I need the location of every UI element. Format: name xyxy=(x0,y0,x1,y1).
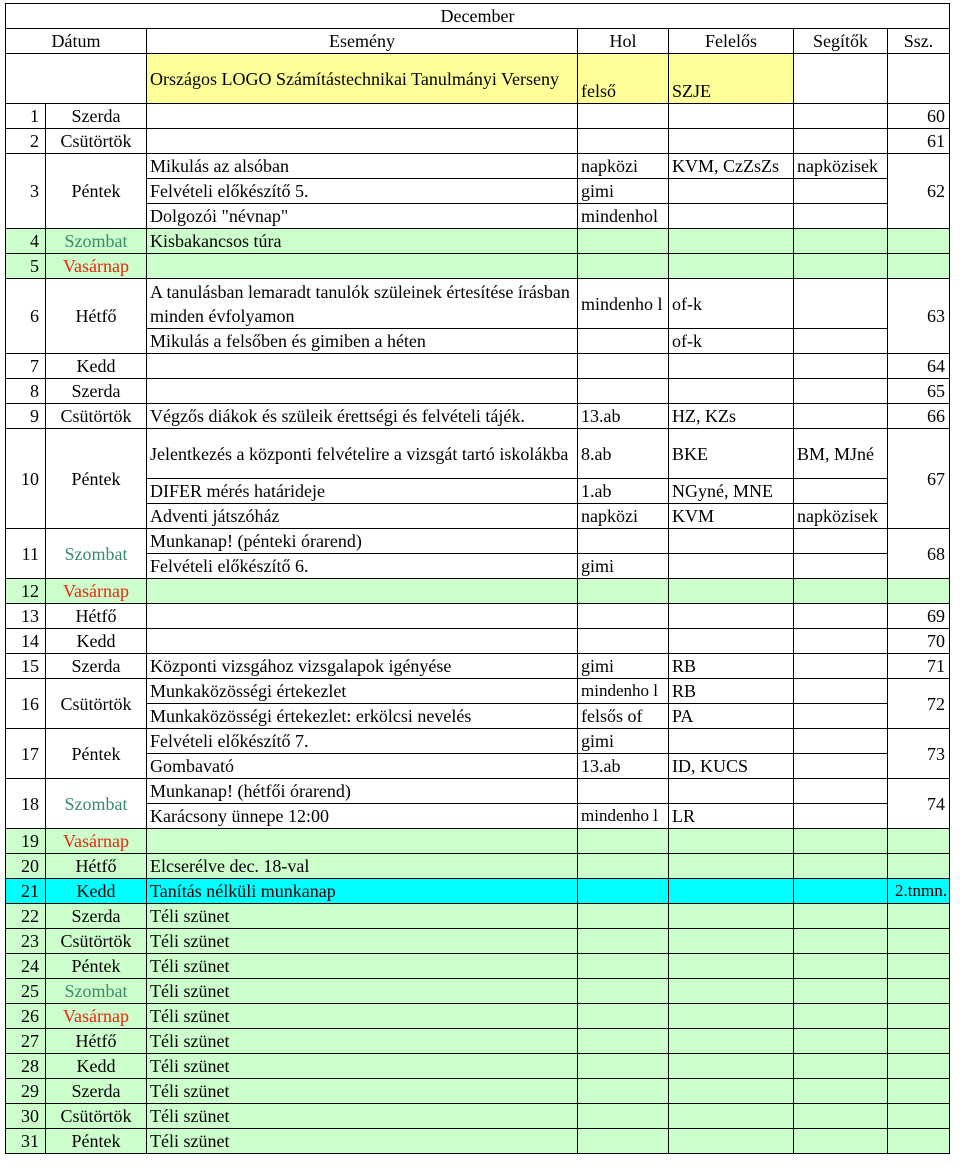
day-name: Hétfő xyxy=(46,854,147,879)
event: Téli szünet xyxy=(147,1079,578,1104)
day-name: Péntek xyxy=(46,429,147,529)
day-row xyxy=(6,1104,950,1129)
day-number: 8 xyxy=(6,379,46,404)
intro-row xyxy=(6,54,950,104)
day-row xyxy=(6,254,950,279)
event: Adventi játszóház xyxy=(147,504,578,529)
seq-number: 64 xyxy=(888,354,950,379)
day-row xyxy=(6,529,950,554)
seq-number: 63 xyxy=(888,279,950,354)
day-name: Vasárnap xyxy=(46,1004,147,1029)
event: Mikulás a felsőben és gimiben a héten xyxy=(147,329,578,354)
responsible: KVM, CzZsZs xyxy=(669,154,794,179)
responsible: of-k xyxy=(669,279,794,329)
day-name: Szerda xyxy=(46,379,147,404)
day-number: 17 xyxy=(6,729,46,779)
day-row-extra xyxy=(6,804,950,829)
event: Téli szünet xyxy=(147,1029,578,1054)
event: A tanulásban lemaradt tanulók szüleinek értesítése írásban minden évfolyamon xyxy=(147,279,578,329)
event: Munkanap! (hétfői órarend) xyxy=(147,779,578,804)
day-name: Csütörtök xyxy=(46,1104,147,1129)
day-name: Szombat xyxy=(46,979,147,1004)
seq-number: 2.tnmn. xyxy=(888,879,950,904)
day-name: Vasárnap xyxy=(46,579,147,604)
day-row-extra xyxy=(6,329,950,354)
day-row xyxy=(6,579,950,604)
day-name: Csütörtök xyxy=(46,929,147,954)
day-name: Szombat xyxy=(46,229,147,254)
day-row xyxy=(6,429,950,479)
event: Mikulás az alsóban xyxy=(147,154,578,179)
seq-number: 73 xyxy=(888,729,950,779)
day-row xyxy=(6,379,950,404)
seq-number: 68 xyxy=(888,529,950,579)
intro-event: Országos LOGO Számítástechnikai Tanulmányi Verseny xyxy=(147,54,578,104)
day-number: 13 xyxy=(6,604,46,629)
day-name: Szerda xyxy=(46,654,147,679)
event: Téli szünet xyxy=(147,1104,578,1129)
helpers: napközisek xyxy=(794,504,888,529)
seq-number: 61 xyxy=(888,129,950,154)
event: Téli szünet xyxy=(147,929,578,954)
day-row xyxy=(6,829,950,854)
day-row xyxy=(6,854,950,879)
day-name: Szerda xyxy=(46,904,147,929)
day-name: Hétfő xyxy=(46,279,147,354)
seq-number: 70 xyxy=(888,629,950,654)
event: Téli szünet xyxy=(147,1129,578,1154)
event: Karácsony ünnepe 12:00 xyxy=(147,804,578,829)
seq-number: 72 xyxy=(888,679,950,729)
responsible: KVM xyxy=(669,504,794,529)
day-number: 19 xyxy=(6,829,46,854)
day-number: 12 xyxy=(6,579,46,604)
event: Munkaközösségi értekezlet: erkölcsi nevelés xyxy=(147,704,578,729)
day-number: 20 xyxy=(6,854,46,879)
day-row xyxy=(6,1129,950,1154)
place: 1.ab xyxy=(578,479,669,504)
day-number: 6 xyxy=(6,279,46,354)
day-row xyxy=(6,954,950,979)
header-helpers: Segítők xyxy=(794,29,888,54)
seq-number: 60 xyxy=(888,104,950,129)
day-number: 5 xyxy=(6,254,46,279)
helpers: BM, MJné xyxy=(794,429,888,479)
seq-number: 62 xyxy=(888,154,950,229)
day-number: 11 xyxy=(6,529,46,579)
day-row xyxy=(6,129,950,154)
day-row xyxy=(6,879,950,904)
responsible: HZ, KZs xyxy=(669,404,794,429)
seq-number: 74 xyxy=(888,779,950,829)
event: Központi vizsgához vizsgalapok igényése xyxy=(147,654,578,679)
seq-number: 66 xyxy=(888,404,950,429)
day-number: 16 xyxy=(6,679,46,729)
header-seq: Ssz. xyxy=(888,29,950,54)
day-name: Péntek xyxy=(46,154,147,229)
day-number: 2 xyxy=(6,129,46,154)
event: Felvételi előkészítő 6. xyxy=(147,554,578,579)
day-number: 14 xyxy=(6,629,46,654)
day-row xyxy=(6,979,950,1004)
day-number: 23 xyxy=(6,929,46,954)
header-responsible: Felelős xyxy=(669,29,794,54)
place: mindenho l xyxy=(578,679,669,704)
day-name: Kedd xyxy=(46,879,147,904)
header-event: Esemény xyxy=(147,29,578,54)
day-number: 1 xyxy=(6,104,46,129)
day-name: Szerda xyxy=(46,1079,147,1104)
day-number: 24 xyxy=(6,954,46,979)
intro-place: felső xyxy=(578,54,669,104)
responsible: NGyné, MNE xyxy=(669,479,794,504)
event: Munkanap! (pénteki órarend) xyxy=(147,529,578,554)
day-row xyxy=(6,1029,950,1054)
day-row xyxy=(6,604,950,629)
day-name: Hétfő xyxy=(46,604,147,629)
event: Gombavató xyxy=(147,754,578,779)
day-number: 28 xyxy=(6,1054,46,1079)
day-number: 27 xyxy=(6,1029,46,1054)
day-row-extra xyxy=(6,204,950,229)
day-row xyxy=(6,404,950,429)
event: Tanítás nélküli munkanap xyxy=(147,879,578,904)
place: gimi xyxy=(578,654,669,679)
day-number: 4 xyxy=(6,229,46,254)
event: Téli szünet xyxy=(147,1004,578,1029)
place: gimi xyxy=(578,179,669,204)
day-name: Péntek xyxy=(46,1129,147,1154)
header-row xyxy=(6,29,950,54)
seq-number: 69 xyxy=(888,604,950,629)
day-name: Szombat xyxy=(46,529,147,579)
place: gimi xyxy=(578,554,669,579)
day-row-extra xyxy=(6,704,950,729)
day-name: Kedd xyxy=(46,354,147,379)
event: Jelentkezés a központi felvételire a vizsgát tartó iskolákba xyxy=(147,429,578,479)
day-row xyxy=(6,154,950,179)
day-number: 15 xyxy=(6,654,46,679)
day-row-extra xyxy=(6,479,950,504)
day-row xyxy=(6,904,950,929)
day-row xyxy=(6,679,950,704)
day-name: Vasárnap xyxy=(46,254,147,279)
month-title: December xyxy=(6,4,950,29)
event: Munkaközösségi értekezlet xyxy=(147,679,578,704)
responsible: RB xyxy=(669,679,794,704)
day-number: 21 xyxy=(6,879,46,904)
day-row-extra xyxy=(6,179,950,204)
december-schedule-table xyxy=(5,3,950,1154)
responsible: BKE xyxy=(669,429,794,479)
day-name: Kedd xyxy=(46,629,147,654)
day-name: Csütörtök xyxy=(46,129,147,154)
day-number: 10 xyxy=(6,429,46,529)
helpers: napközisek xyxy=(794,154,888,179)
header-date: Dátum xyxy=(6,29,147,54)
day-row xyxy=(6,104,950,129)
day-name: Vasárnap xyxy=(46,829,147,854)
seq-number: 67 xyxy=(888,429,950,529)
day-row xyxy=(6,354,950,379)
day-number: 9 xyxy=(6,404,46,429)
day-number: 22 xyxy=(6,904,46,929)
day-name: Csütörtök xyxy=(46,679,147,729)
day-number: 18 xyxy=(6,779,46,829)
day-row xyxy=(6,279,950,329)
seq-number: 65 xyxy=(888,379,950,404)
day-name: Péntek xyxy=(46,729,147,779)
day-name: Szombat xyxy=(46,779,147,829)
day-name: Csütörtök xyxy=(46,404,147,429)
day-number: 31 xyxy=(6,1129,46,1154)
place: 13.ab xyxy=(578,404,669,429)
day-number: 25 xyxy=(6,979,46,1004)
event: Felvételi előkészítő 5. xyxy=(147,179,578,204)
event: Téli szünet xyxy=(147,904,578,929)
place: gimi xyxy=(578,729,669,754)
place: mindenho l xyxy=(578,279,669,329)
day-name: Péntek xyxy=(46,954,147,979)
day-row xyxy=(6,1079,950,1104)
day-row xyxy=(6,1054,950,1079)
event: Elcserélve dec. 18-val xyxy=(147,854,578,879)
responsible: of-k xyxy=(669,329,794,354)
header-place: Hol xyxy=(578,29,669,54)
event: Kisbakancsos túra xyxy=(147,229,578,254)
day-row xyxy=(6,629,950,654)
day-row xyxy=(6,654,950,679)
day-number: 29 xyxy=(6,1079,46,1104)
place: mindenhol xyxy=(578,204,669,229)
day-number: 30 xyxy=(6,1104,46,1129)
intro-responsible: SZJE xyxy=(669,54,794,104)
responsible: RB xyxy=(669,654,794,679)
title-row xyxy=(6,4,950,29)
responsible: ID, KUCS xyxy=(669,754,794,779)
day-name: Hétfő xyxy=(46,1029,147,1054)
event: Dolgozói "névnap" xyxy=(147,204,578,229)
place: mindenho l xyxy=(578,804,669,829)
event: Téli szünet xyxy=(147,954,578,979)
day-name: Kedd xyxy=(46,1054,147,1079)
place: napközi xyxy=(578,154,669,179)
day-row-extra xyxy=(6,754,950,779)
day-row xyxy=(6,779,950,804)
day-row xyxy=(6,1004,950,1029)
day-row-extra xyxy=(6,504,950,529)
day-row-extra xyxy=(6,554,950,579)
day-number: 26 xyxy=(6,1004,46,1029)
day-row xyxy=(6,929,950,954)
place: felsős of xyxy=(578,704,669,729)
event: DIFER mérés határideje xyxy=(147,479,578,504)
event: Téli szünet xyxy=(147,1054,578,1079)
place: 13.ab xyxy=(578,754,669,779)
day-number: 7 xyxy=(6,354,46,379)
event: Téli szünet xyxy=(147,979,578,1004)
day-number: 3 xyxy=(6,154,46,229)
day-row xyxy=(6,729,950,754)
responsible: LR xyxy=(669,804,794,829)
place: napközi xyxy=(578,504,669,529)
day-row xyxy=(6,229,950,254)
seq-number: 71 xyxy=(888,654,950,679)
event: Végzős diákok és szüleik érettségi és felvételi tájék. xyxy=(147,404,578,429)
day-name: Szerda xyxy=(46,104,147,129)
event: Felvételi előkészítő 7. xyxy=(147,729,578,754)
responsible: PA xyxy=(669,704,794,729)
place: 8.ab xyxy=(578,429,669,479)
